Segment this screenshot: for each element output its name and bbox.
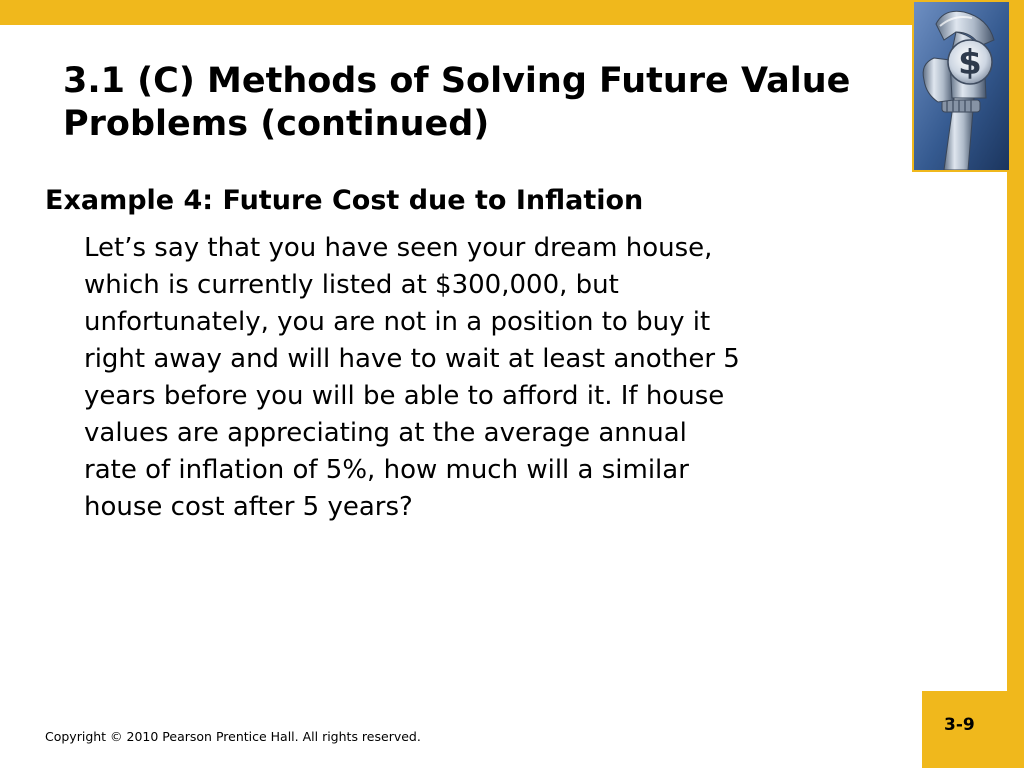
body-line: right away and will have to wait at least another 5 bbox=[84, 344, 740, 374]
body-line: rate of inflation of 5%, how much will a similar bbox=[84, 455, 689, 485]
top-accent-bar bbox=[0, 0, 1024, 25]
example-body bbox=[84, 230, 959, 526]
wrench-dollar-icon bbox=[914, 2, 1009, 170]
page-number: 3-9 bbox=[944, 715, 975, 735]
body-line: house cost after 5 years? bbox=[84, 492, 413, 522]
slide-title: 3.1 (C) Methods of Solving Future Value Problems (continued) bbox=[63, 61, 851, 144]
example-heading: Example 4: Future Cost due to Inflation bbox=[45, 185, 644, 216]
body-line: which is currently listed at $300,000, but bbox=[84, 270, 619, 300]
body-line: Let’s say that you have seen your dream house, bbox=[84, 233, 713, 263]
copyright-notice: Copyright © 2010 Pearson Prentice Hall. All rights reserved. bbox=[45, 729, 421, 744]
body-line: years before you will be able to afford it. If house bbox=[84, 381, 725, 411]
body-line: values are appreciating at the average annual bbox=[84, 418, 687, 448]
body-line: unfortunately, you are not in a position to buy it bbox=[84, 307, 711, 337]
svg-text:$: $ bbox=[958, 43, 982, 83]
